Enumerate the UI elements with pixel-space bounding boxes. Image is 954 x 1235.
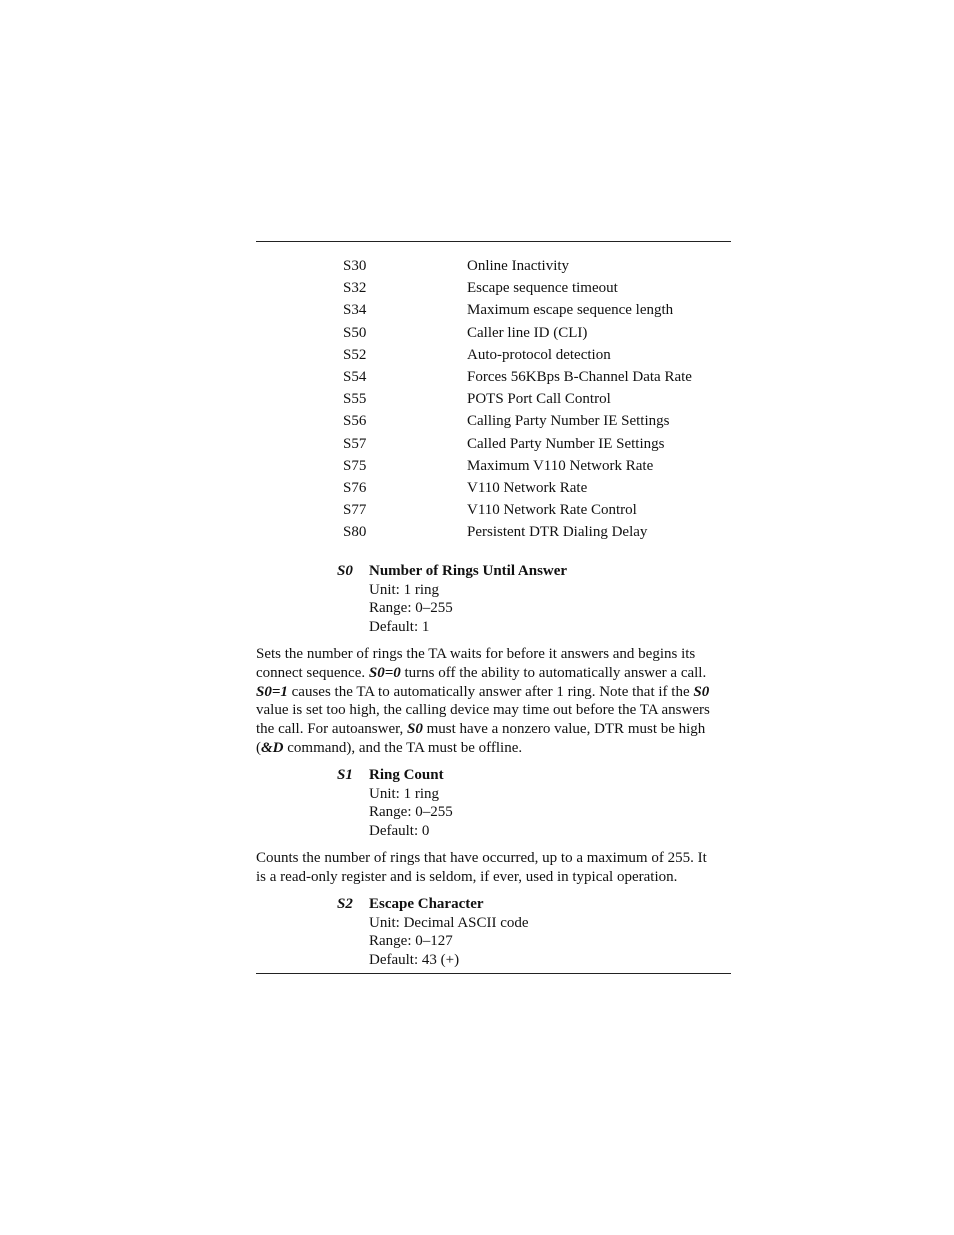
text-line (256, 720, 734, 739)
command-text: &D (261, 739, 284, 756)
register-description: Online Inactivity (467, 258, 570, 274)
register-range: Range: 0–127 (369, 933, 453, 950)
table-row (343, 521, 733, 543)
table-row (343, 477, 733, 499)
register-code: S75 (343, 457, 367, 474)
register-code: S76 (343, 479, 367, 496)
text-run: turns off the ability to automatically answer a call. (400, 664, 707, 681)
bottom-rule (256, 973, 731, 974)
table-row (343, 255, 733, 277)
register-symbol: S2 (337, 896, 353, 912)
text-run: Sets the number of rings the TA waits for before it answers and begins its (256, 646, 696, 662)
register-description: Auto-protocol detection (467, 346, 611, 363)
command-text: S0=0 (368, 664, 401, 681)
register-description: Escape sequence timeout (467, 280, 618, 297)
table-row (343, 499, 733, 521)
register-code: S50 (343, 324, 367, 341)
text-line: is a read-only register and is seldom, if ever, used in typical operation. (256, 868, 678, 885)
table-row (343, 455, 733, 477)
command-text: S0 (693, 683, 710, 700)
register-description: Called Party Number IE Settings (467, 435, 665, 452)
command-text: S0=1 (256, 683, 288, 700)
text-line (256, 739, 734, 758)
register-title: Escape Character (369, 896, 484, 912)
s1-definition (337, 766, 737, 840)
register-code: S56 (343, 413, 367, 430)
text-line (256, 701, 734, 720)
register-description: V110 Network Rate (467, 479, 588, 496)
register-code: S34 (343, 302, 367, 319)
text-run: must have a nonzero value, DTR must be high (422, 721, 706, 738)
text-run: causes the TA to automatically answer after 1 ring. Note that if the (287, 683, 694, 700)
s1-description (256, 849, 734, 887)
table-row (343, 299, 733, 321)
register-symbol: S1 (337, 767, 353, 783)
register-description: V110 Network Rate Control (467, 502, 637, 519)
register-code: S54 (343, 368, 367, 385)
register-description: Calling Party Number IE Settings (467, 413, 670, 430)
table-row (343, 410, 733, 432)
table-row (343, 433, 733, 455)
table-row (343, 322, 733, 344)
text-run: connect sequence. (256, 664, 369, 681)
table-row (343, 366, 733, 388)
register-title: Ring Count (369, 767, 444, 783)
s0-description (256, 645, 734, 758)
register-code: S55 (343, 391, 367, 408)
register-code: S52 (343, 346, 367, 363)
register-code: S57 (343, 435, 367, 452)
register-range: Range: 0–255 (369, 804, 453, 821)
register-code: S77 (343, 502, 367, 519)
text-run: value is set too high, the calling device may time out before the TA answers (256, 702, 710, 719)
register-default: Default: 0 (369, 822, 430, 839)
top-rule (256, 241, 731, 242)
register-default: Default: 43 (+) (369, 951, 460, 968)
text-run: the call. For autoanswer, (256, 721, 408, 738)
register-description: Maximum escape sequence length (467, 302, 674, 319)
register-title: Number of Rings Until Answer (369, 563, 568, 579)
text-line: Counts the number of rings that have occurred, up to a maximum of 255. It (256, 850, 707, 866)
table-row (343, 388, 733, 410)
register-unit: Unit: 1 ring (369, 785, 439, 802)
register-description: Forces 56KBps B-Channel Data Rate (467, 368, 692, 385)
register-description: Persistent DTR Dialing Delay (467, 524, 648, 541)
register-default: Default: 1 (369, 618, 430, 635)
register-symbol: S0 (337, 563, 353, 579)
register-code: S32 (343, 280, 367, 297)
register-description: POTS Port Call Control (467, 391, 611, 408)
s0-definition (337, 562, 737, 636)
register-description: Maximum V110 Network Rate (467, 457, 654, 474)
register-unit: Unit: 1 ring (369, 581, 439, 598)
text-line (256, 664, 734, 683)
text-line (256, 645, 734, 664)
register-description: Caller line ID (CLI) (467, 324, 588, 341)
table-row (343, 277, 733, 299)
text-run: ( (256, 739, 261, 756)
command-text: S0 (407, 721, 423, 738)
register-table (343, 255, 733, 543)
register-code: S30 (343, 258, 367, 274)
text-run: command), and the TA must be offline. (283, 739, 523, 756)
table-row (343, 344, 733, 366)
register-code: S80 (343, 524, 367, 541)
register-unit: Unit: Decimal ASCII code (369, 914, 529, 931)
text-line (256, 683, 734, 702)
s2-definition (337, 895, 737, 969)
register-range: Range: 0–255 (369, 600, 453, 617)
